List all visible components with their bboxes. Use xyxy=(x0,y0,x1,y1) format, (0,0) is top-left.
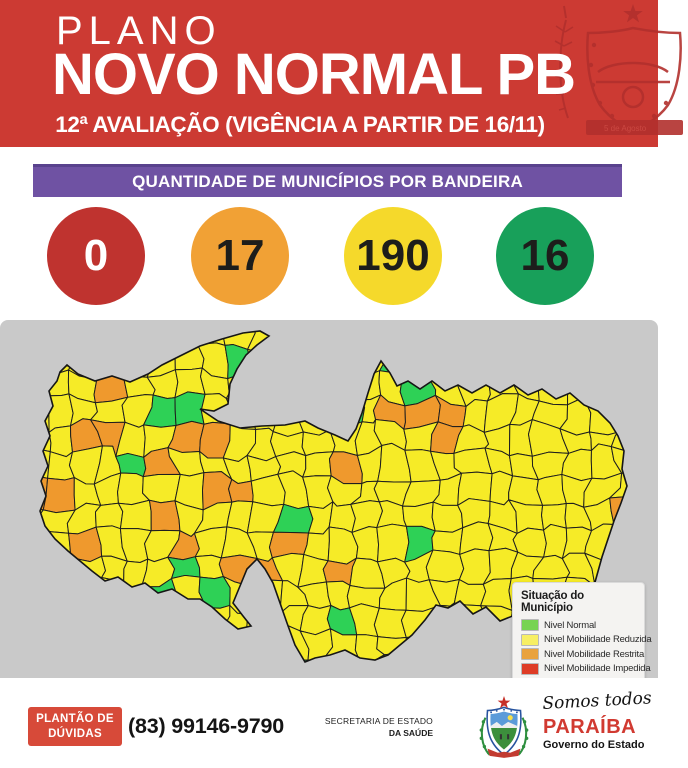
paraiba-coat-of-arms-icon xyxy=(473,695,535,761)
counter-green-value: 16 xyxy=(520,231,570,280)
counter-red-value: 0 xyxy=(83,231,109,280)
counter-yellow-value: 190 xyxy=(356,231,430,280)
counter-green-flag xyxy=(496,207,594,305)
legend-swatch-red xyxy=(521,663,539,675)
page-title: NOVO NORMAL PB xyxy=(52,42,576,107)
counter-orange-value: 17 xyxy=(215,231,265,280)
page-subtitle: 12ª AVALIAÇÃO (VIGÊNCIA A PARTIR DE 16/11) xyxy=(55,112,545,137)
government-label: Governo do Estado xyxy=(543,739,645,751)
crest-ribbon-text: 5 de Agosto xyxy=(604,124,647,133)
slogan-script: Somos todos xyxy=(541,688,653,714)
legend-item-restrita: Nivel Mobilidade Restrita xyxy=(521,648,636,660)
legend-item-impedida: Nivel Mobilidade Impedida xyxy=(521,663,636,675)
counter-orange-flag xyxy=(191,207,289,305)
section-banner xyxy=(33,164,622,197)
map-section xyxy=(0,320,658,678)
phone-number: (83) 99146-9790 xyxy=(128,714,284,738)
counter-yellow-flag xyxy=(344,207,442,305)
state-name: PARAÍBA xyxy=(543,716,637,738)
secretary-block xyxy=(300,716,433,738)
footer xyxy=(0,678,658,768)
slogan-block xyxy=(541,688,653,751)
counter-red-flag xyxy=(47,207,145,305)
map-legend-title: Situação do Município xyxy=(521,590,584,614)
section-banner-label: QUANTIDADE DE MUNICÍPIOS POR BANDEIRA xyxy=(132,172,523,191)
duty-questions-button[interactable]: PLANTÃO DE DÚVIDAS xyxy=(28,707,122,746)
plan-kicker: PLANO xyxy=(56,9,222,53)
legend-item-reduzida: Nivel Mobilidade Reduzida xyxy=(521,634,636,646)
secretary-line2: DA SAÚDE xyxy=(388,728,433,738)
legend-swatch-green xyxy=(521,619,539,631)
legend-swatch-orange xyxy=(521,648,539,660)
legend-item-normal: Nivel Normal xyxy=(521,619,636,631)
header xyxy=(0,0,658,147)
secretary-line1: SECRETARIA DE ESTADO xyxy=(324,716,433,726)
legend-swatch-yellow xyxy=(521,634,539,646)
